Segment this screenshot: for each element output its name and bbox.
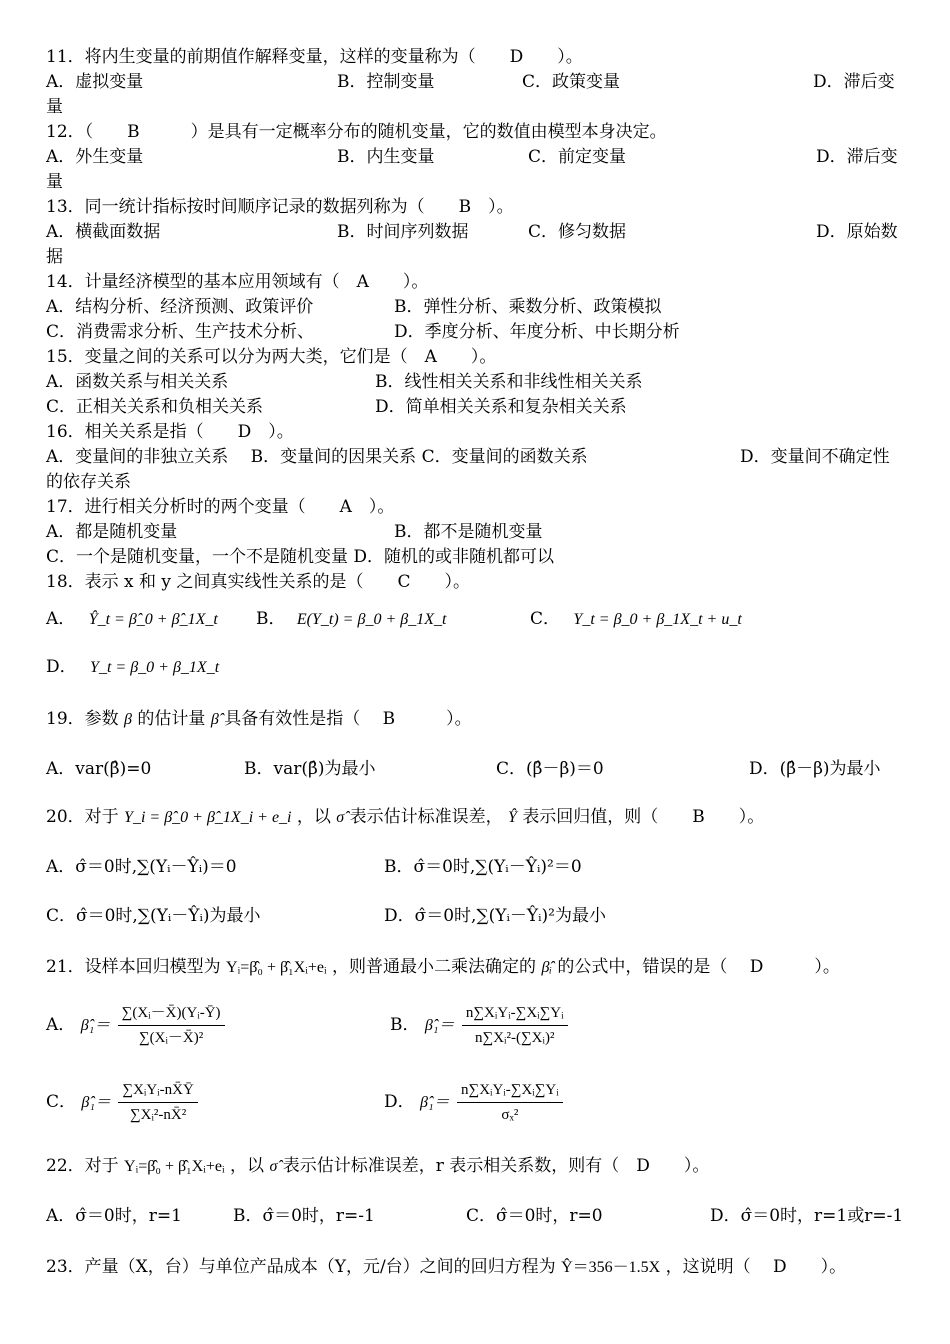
- q16-option-d: D．变量间不确定性: [740, 447, 890, 467]
- q14-option-d: D．季度分析、年度分析、中长期分析: [394, 322, 680, 342]
- q12-option-c: C．前定变量: [528, 147, 627, 167]
- q19-option-a: A．var(β̂)=0: [46, 759, 152, 779]
- q22-option-d: D．σ̂＝0时，r=1或r=-1: [710, 1206, 904, 1226]
- q20-stem: [46, 806, 764, 829]
- q21-option-c-label: C．: [46, 1092, 77, 1112]
- q21-option-b-lhs: β̂₁＝: [424, 1017, 455, 1034]
- q12-stem: 12．（ B ）是具有一定概率分布的随机变量，它的数值由模型本身决定。: [46, 122, 667, 142]
- q21-option-d-label: D．: [384, 1092, 415, 1112]
- q21-option-d-fraction: [457, 1079, 563, 1126]
- q13-option-c: C．修匀数据: [528, 222, 627, 242]
- q19-beta-hat-symbol: β̂: [210, 711, 219, 728]
- q21-option-b-fraction: [462, 1002, 568, 1049]
- q19-option-c: C．(β̂－β)＝0: [496, 759, 604, 779]
- q17-options-cd: C．一个是随机变量，一个不是随机变量 D．随机的或非随机都可以: [46, 547, 555, 567]
- q15-stem: 15．变量之间的关系可以分为两大类，它们是（ A ）。: [46, 347, 497, 367]
- q18-option-b-label: B．: [256, 609, 286, 629]
- q21-option-c-numerator: ∑XᵢYᵢ-nX̄Ȳ: [118, 1079, 197, 1103]
- q12-option-a: A．外生变量: [46, 147, 144, 167]
- q11-option-a: A．虚拟变量: [46, 72, 144, 92]
- q18-option-d-formula: Y_t = β_0 + β_1X_t: [90, 659, 220, 676]
- q22-option-a: A．σ̂＝0时，r=1: [46, 1206, 182, 1226]
- q21-beta-hat-symbol: β̂ᵢ: [541, 959, 552, 976]
- q18-option-c: [530, 608, 742, 631]
- q12-option-d-wrap: 量: [46, 172, 63, 192]
- q21-option-d-lhs: β̂₁＝: [420, 1094, 450, 1111]
- q19-stem-pre: 19．参数: [46, 709, 119, 729]
- q18-option-d-label: D．: [46, 657, 77, 677]
- q21-option-b-denominator: n∑Xᵢ²-(∑Xᵢ)²: [475, 1030, 555, 1046]
- q21-option-a-denominator: ∑(Xᵢ－X̄)²: [138, 1030, 204, 1046]
- q22-option-b: B．σ̂＝0时，r=-1: [233, 1206, 375, 1226]
- q21-option-d-numerator: n∑XᵢYᵢ-∑Xᵢ∑Yᵢ: [457, 1079, 563, 1103]
- q11-option-c: C．政策变量: [522, 72, 621, 92]
- q20-stem-pre: 20．对于: [46, 807, 119, 827]
- q22-option-c: C．σ̂＝0时，r=0: [466, 1206, 603, 1226]
- q22-stem-mid: ，以: [230, 1156, 265, 1176]
- q23-stem: [46, 1256, 846, 1279]
- q15-option-b: B．线性相关关系和非线性相关关系: [375, 372, 643, 392]
- q11-stem: 11．将内生变量的前期值作解释变量，这样的变量称为（ D ）。: [46, 47, 583, 67]
- q18-option-a: [46, 608, 218, 631]
- q21-stem-post: 的公式中，错误的是（ D ）。: [557, 957, 840, 977]
- q21-option-c-fraction: [118, 1079, 197, 1126]
- q20-regression-formula: Y_i = β̂_0 + β̂_1X_i + e_i: [124, 809, 292, 826]
- q22-stem-post: 表示估计标准误差，r 表示相关系数，则有（ D ）。: [282, 1156, 710, 1176]
- q17-option-a: A．都是随机变量: [46, 522, 178, 542]
- q18-option-c-label: C．: [530, 609, 561, 629]
- q13-option-a: A．横截面数据: [46, 222, 161, 242]
- q18-option-b: [256, 608, 446, 631]
- q21-option-a: [46, 1000, 225, 1051]
- q16-options-abc: A．变量间的非独立关系 B．变量间的因果关系 C．变量间的函数关系: [46, 447, 588, 467]
- q14-option-a: A．结构分析、经济预测、政策评价: [46, 297, 314, 317]
- q21-option-c-denominator: ∑Xᵢ²-nX̄²: [129, 1107, 187, 1123]
- q19-option-d: D．(β̂－β)为最小: [749, 759, 881, 779]
- q23-stem-pre: 23．产量（X，台）与单位产品成本（Y，元/台）之间的回归方程为: [46, 1257, 556, 1277]
- q14-option-c: C．消费需求分析、生产技术分析、: [46, 322, 315, 342]
- q16-option-d-wrap: 的依存关系: [46, 472, 131, 492]
- q19-stem-mid: 的估计量: [137, 709, 206, 729]
- q18-option-d: [46, 656, 219, 679]
- q23-regression-formula: Ŷ＝356－1.5X: [561, 1259, 661, 1276]
- q11-option-d: D．滞后变: [813, 72, 895, 92]
- q21-option-b-label: B．: [390, 1015, 420, 1035]
- q13-option-d-wrap: 据: [46, 247, 63, 267]
- q11-option-d-wrap: 量: [46, 97, 63, 117]
- q19-beta-symbol: β: [124, 711, 133, 728]
- q19-stem-post: 具备有效性是指（ B ）。: [224, 709, 472, 729]
- q23-stem-post: ，这说明（ D ）。: [665, 1257, 847, 1277]
- q21-option-c: [46, 1077, 198, 1128]
- q22-regression-formula: Yᵢ=β̂₀ + β̂₁Xᵢ+eᵢ: [124, 1158, 225, 1175]
- q21-option-c-lhs: β̂₁＝: [81, 1094, 111, 1111]
- q20-option-b: B．σ̂＝0时,∑(Yᵢ－Ŷᵢ)²＝0: [384, 857, 582, 877]
- q18-option-a-label: A．: [46, 609, 76, 629]
- q11-option-b: B．控制变量: [337, 72, 435, 92]
- q21-stem-pre: 21．设样本回归模型为: [46, 957, 221, 977]
- q21-option-b-numerator: n∑XᵢYᵢ-∑Xᵢ∑Yᵢ: [462, 1002, 568, 1026]
- q21-stem-mid: ，则普通最小二乘法确定的: [332, 957, 537, 977]
- q21-regression-formula: Yᵢ=β̂₀ + β̂₁Xᵢ+eᵢ: [226, 959, 327, 976]
- q18-stem: 18．表示 x 和 y 之间真实线性关系的是（ C ）。: [46, 572, 470, 592]
- q22-sigma-hat-symbol: σ̂: [269, 1158, 278, 1175]
- q12-option-d: D．滞后变: [816, 147, 898, 167]
- q13-option-d: D．原始数: [816, 222, 898, 242]
- q16-stem: 16．相关关系是指（ D ）。: [46, 422, 294, 442]
- q20-sigma-hat-symbol: σ̂: [336, 809, 345, 826]
- q20-stem-mid: ，以: [296, 807, 331, 827]
- q22-stem: [46, 1155, 709, 1178]
- q13-stem: 13．同一统计指标按时间顺序记录的数据列称为（ B ）。: [46, 197, 514, 217]
- q20-option-c: C．σ̂＝0时,∑(Yᵢ－Ŷᵢ)为最小: [46, 906, 261, 926]
- q17-option-b: B．都不是随机变量: [394, 522, 543, 542]
- q21-option-a-fraction: [118, 1002, 225, 1049]
- q15-option-a: A．函数关系与相关关系: [46, 372, 229, 392]
- q14-option-b: B．弹性分析、乘数分析、政策模拟: [394, 297, 662, 317]
- q21-stem: [46, 956, 840, 979]
- q19-stem: [46, 708, 472, 731]
- q21-option-d-denominator: σₓ²: [501, 1107, 519, 1123]
- q21-option-a-label: A．: [46, 1015, 76, 1035]
- q20-y-hat-symbol: Ŷ: [508, 809, 517, 826]
- q20-stem-mid2: 表示估计标准误差，: [349, 807, 503, 827]
- q21-option-b: [390, 1000, 568, 1051]
- q15-option-d: D．简单相关关系和复杂相关关系: [375, 397, 627, 417]
- q21-option-a-lhs: β̂₁＝: [80, 1017, 111, 1034]
- q19-option-b: B．var(β̂)为最小: [244, 759, 376, 779]
- q14-stem: 14．计量经济模型的基本应用领域有（ A ）。: [46, 272, 429, 292]
- q22-stem-pre: 22．对于: [46, 1156, 119, 1176]
- q13-option-b: B．时间序列数据: [337, 222, 469, 242]
- q18-option-c-formula: Y_t = β_0 + β_1X_t + u_t: [573, 611, 742, 628]
- q18-option-b-formula: E(Y_t) = β_0 + β_1X_t: [296, 611, 447, 628]
- q15-option-c: C．正相关关系和负相关关系: [46, 397, 264, 417]
- q20-option-a: A．σ̂＝0时,∑(Yᵢ－Ŷᵢ)＝0: [46, 857, 237, 877]
- q21-option-a-numerator: ∑(Xᵢ－X̄)(Yᵢ-Ȳ): [118, 1002, 225, 1026]
- q12-option-b: B．内生变量: [337, 147, 435, 167]
- q21-option-d: [384, 1077, 563, 1128]
- q17-stem: 17．进行相关分析时的两个变量（ A ）。: [46, 497, 395, 517]
- q20-option-d: D．σ̂＝0时,∑(Yᵢ－Ŷᵢ)²为最小: [384, 906, 606, 926]
- q20-stem-post: 表示回归值，则（ B ）。: [522, 807, 765, 827]
- q18-option-a-formula: Ŷ_t = β̂_0 + β̂_1X_t: [88, 611, 218, 628]
